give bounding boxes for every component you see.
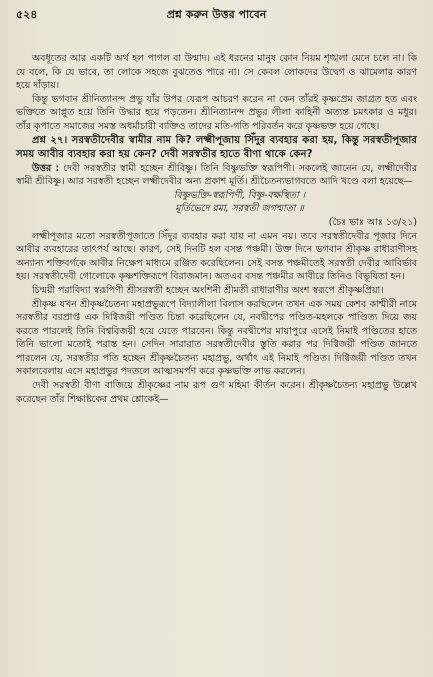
page-body: [16, 52, 417, 406]
paragraph-nityananda: কিন্তু ভগবান শ্রীনিত্যানন্দ প্রভু যাঁর উপর যেরূপ আচরণ করেন না কেন তাঁরই কৃষ্ণপ্রেম জাগ্রত হত এবং ভক্তিতে আপ্লুত হয়ে তিনি উদ্ধার হয়ে পড়তেন। শ্রীনিত্যানন্দ প্রভুর লীলা কাহিনী অত্যন্ত চমৎকার ও মধুর। তাঁর কৃপাতে সমাজের সমস্ত অধর্মাচারী ব্যক্তিও তাদের মতি-গতি পরিবর্তন করে কৃষ্ণভক্ত হয়ে গেছে।: [16, 93, 417, 132]
running-title: প্রশ্ন করুন উত্তর পাবেন: [166, 8, 267, 21]
question-27: প্রশ্ন ২৭। সরস্বতীদেবীর স্বামীর নাম কি? লক্ষ্মীপূজায় সিঁদুর ব্যবহার করা হয়, কিন্তু সরস্বতীপূজার সময় আবীর ব্যবহার করা হয় কেন? দেবী সরস্বতীর হাতে বীণা থাকে কেন?: [16, 134, 417, 160]
answer-label: উত্তর :: [32, 162, 60, 174]
paragraph-abir: লক্ষ্মীপূজার মতো সরস্বতীপূজাতে সিঁদুর ব্যবহার করা যায় না এমন নয়। তবে সরস্বতীদেবীর পূজার দিনে আবীর ব্যবহারের তাৎপর্য আছে। কারণ, সেই দিনটি হল বসন্ত পঞ্চমী। উক্ত দিনে ভগবান শ্রীকৃষ্ণ রাধারাণীসহ অন্যান্য শক্তিবর্গকে আবীর নিক্ষেপ মাধ্যমে রঞ্জিত করেছিলেন। সেই বসন্ত পঞ্চমীতেই সরস্বতী দেবীর আবির্ভাব হয়। সরস্বতীদেবী গোলোকে কৃষ্ণশক্তিরূপে বিরাজমান। অতএব বসন্ত পঞ্চমীর আবীরে তিনিও বিভূষিতা হন।: [16, 230, 417, 283]
paragraph-saraswati-radha: চিন্ময়ী পরাবিদ্যা স্বরূপিণী শ্রীসরস্বতী হচ্ছেন অংশিনী শ্রীমতী রাধারাণীর অংশ স্বরূপে শ্রীকৃষ্ণপ্রিয়া।: [32, 284, 384, 296]
verse-line-1: বিষ্ণুভক্তি-স্বরূপিণী, বিষ্ণু-বক্ষস্থিতা ।: [173, 189, 306, 201]
verse-reference: (চৈঃ ভাঃ আঃ ১৩/২১): [328, 216, 417, 228]
answer-text: দেবী সরস্বতীর স্বামী হচ্ছেন শ্রীবিষ্ণু। তিনি বিষ্ণুভক্তি স্বরূপিণী। সকলেই জানেন যে, লক্ষ্মীদেবীর স্বামী শ্রীবিষ্ণু। আর সরস্বতী হচ্ছেন লক্ষ্মীদেবীর অন্য প্রকাশ মূর্তি। শ্রীচৈতন্যভাগবতে আদি খণ্ডে বলা হয়েছে—: [16, 162, 417, 188]
paragraph-veena: দেবী সরস্বতী বীণা বাজিয়ে শ্রীকৃষ্ণের নাম রূপ গুণ মহিমা কীর্তন করেন। শ্রীকৃষ্ণচৈতন্য মহাপ্রভু উল্লেখ করেছেন তাঁর শিক্ষাষ্টকের প্রথম শ্লোকেই—: [16, 380, 417, 405]
answer-paragraph: [16, 162, 417, 189]
page-header: [16, 6, 417, 26]
paragraph-digvijayi: শ্রীকৃষ্ণ যখন শ্রীকৃষ্ণচৈতন্য মহাপ্রভুরূপে বিদ্যালীলা বিলাস করছিলেন তখন এক সময় কেশব কাশ্মীরী নামে সরস্বতীর বরপ্রাপ্ত এক দিগ্বিজয়ী পণ্ডিত চিন্তা করেছিলেন যে, নবদ্বীপের পণ্ডিত-মহলকে পাণ্ডিত্য দিয়ে জয় করতে পারলেই তিনি বিশ্ববিজয়ী হয়ে যেতে পারবেন। কিন্তু নবদ্বীপের মায়াপুরে এসেই নিমাই পণ্ডিতের হাতে তিনি ভালো মতোই পরাস্ত হন। সেদিন সারারাত সরস্বতীদেবীর স্তুতি করার পর দিগ্বিজয়ী পণ্ডিত জানতে পারলেন যে, সরস্বতীর পতি হচ্ছেন শ্রীকৃষ্ণচৈতন্য মহাপ্রভু, অর্থাৎ এই নিমাই পণ্ডিত। দিগ্বিজয়ী পণ্ডিত তখন সকালবেলায় এসে মহাপ্রভুর পদতলে আত্মসমর্পণ করে কৃষ্ণভক্তি লাভ করলেন।: [16, 298, 417, 378]
paragraph-avadhuta: অবধূতের আর একটি অর্থ হল পাগল বা উন্মাদ। এই ধরনের মানুষ কোন নিয়ম শৃঙ্খলা মেনে চলে না। কি যে বলে, কি যে ভাবে, তা লোকে সহজে বুঝতেও পারে না। সে কেবল লোকদের উদ্বেগ ও ঝামেলার কারণ হয়ে দাঁড়ায়।: [16, 53, 417, 92]
page-number: ৫২৪: [16, 8, 38, 21]
verse-line-2: মূর্তিভেদে রমা, সরস্বতী জগন্মাতা ॥: [175, 203, 304, 215]
